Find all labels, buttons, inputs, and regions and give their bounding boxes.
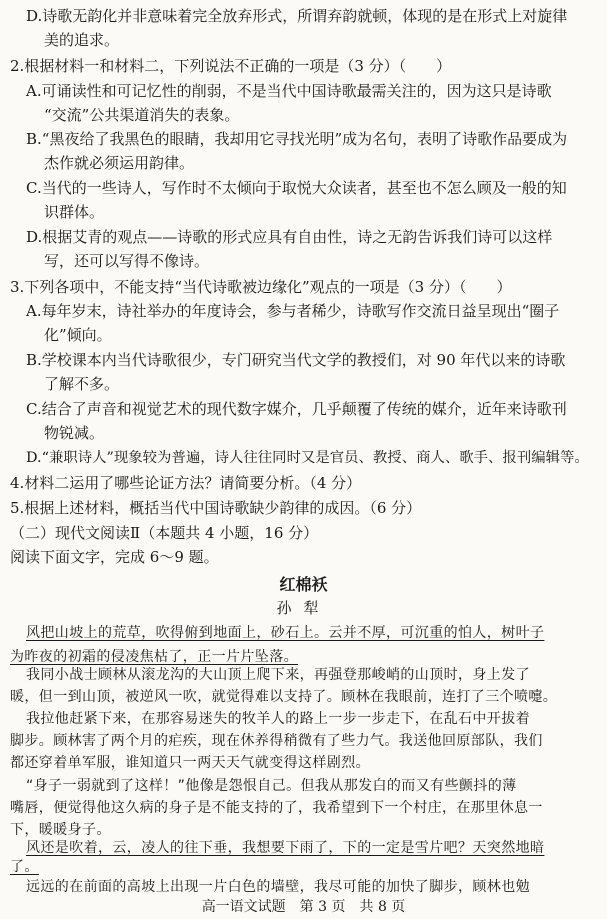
- q3-option-b-line-2: 了解不多。: [44, 375, 120, 393]
- question-3: 3.下列各项中，不能支持“当代诗歌被边缘化”观点的一项是（3 分）（ ）: [10, 278, 512, 296]
- q3-option-a-line-2: 化”倾向。: [44, 326, 112, 344]
- story-para-5-line-1: 风还是吹着，云，凌人的往下垂，我想要下雨了，下的一定是雪片吧？天突然地暗: [26, 840, 545, 856]
- section-heading: （二）现代文阅读Ⅱ（本题共 4 小题，16 分）: [10, 524, 319, 542]
- option-d-line-2: 美的追求。: [44, 31, 120, 49]
- q2-option-a-line-1: A.可诵读性和可记忆性的削弱，不是当代中国诗歌最需关注的，因为这只是诗歌: [26, 82, 552, 100]
- page-footer: 高一语文试题 第 3 页 共 8 页: [201, 899, 406, 915]
- q3-option-c-line-2: 物锐减。: [44, 424, 105, 442]
- q2-option-b-line-2: 杰作就必须运用韵律。: [44, 154, 195, 172]
- story-para-4-line-3: 下，暖暖身子。: [10, 822, 111, 838]
- q3-option-d: D.“兼职诗人”现象较为普遍，诗人往往同时又是官员、教授、商人、歌手、报刊编辑等。: [26, 450, 589, 466]
- story-title: 红棉袄: [279, 575, 328, 594]
- story-para-1-line-1: 风把山坡上的荒草，吹得俯到地面上，砂石上。云并不厚，可沉重的怕人，树叶子: [26, 625, 545, 641]
- q2-option-b-line-1: B.“黑夜给了我黑色的眼睛，我却用它寻找光明”成为名句，表明了诗歌作品要成为: [26, 130, 568, 148]
- story-para-2-line-2: 暖，但一到山顶，被逆风一吹，就觉得难以支持了。顾林在我眼前，连打了三个喷嚏。: [10, 689, 558, 705]
- q2-option-d-line-1: D.根据艾青的观点——诗歌的形式应具有自由性，诗之无韵告诉我们诗可以这样: [26, 228, 553, 246]
- q3-option-a-line-1: A.每年岁末，诗社举办的年度诗会，参与者稀少，诗歌写作交流日益呈现出“圈子: [26, 302, 560, 320]
- story-para-3-line-1: 我拉他赶紧下来，在那容易迷失的牧羊人的路上一步一步走下，在乱石中开拔着: [26, 711, 530, 727]
- q2-option-c-line-1: C.当代的一些诗人，写作时不太倾向于取悦大众读者，甚至也不怎么顾及一般的知: [26, 179, 567, 197]
- story-para-3-line-2: 脚步。顾林害了两个月的疟疾，现在休养得稍微有了些力气。我送他回原部队，我们: [10, 733, 543, 749]
- q3-option-c-line-1: C.结合了声音和视觉艺术的现代数字媒介，几乎颠覆了传统的媒介，近年来诗歌刊: [26, 400, 567, 418]
- story-author: 孙犁: [276, 599, 331, 617]
- question-2: 2.根据材料一和材料二，下列说法不正确的一项是（3 分）（ ）: [10, 57, 452, 75]
- story-para-5-line-2: 了。: [10, 859, 39, 875]
- story-para-6-line-1: 远远的在前面的高坡上出现一片白色的墙壁，我尽可能的加快了脚步，顾林也勉: [26, 879, 530, 895]
- question-5: 5.根据上述材料，概括当代中国诗歌缺少韵律的成因。（6 分）: [10, 499, 422, 517]
- story-para-4-line-2: 嘴唇，便觉得他这久病的身子是不能支持的了，我希望到下一个村庄，在那里休息一: [10, 800, 543, 816]
- q2-option-d-line-2: 写，还可以写得不像诗。: [44, 252, 210, 270]
- q2-option-a-line-2: “交流”公共渠道消失的表象。: [44, 106, 240, 124]
- q2-option-c-line-2: 识群体。: [44, 203, 105, 221]
- question-4: 4.材料二运用了哪些论证方法？请简要分析。（4 分）: [10, 474, 362, 492]
- q3-option-b-line-1: B.学校课本内当代诗歌很少，专门研究当代文学的教授们，对 90 年代以来的诗歌: [26, 351, 566, 369]
- story-para-3-line-3: 都还穿着单军服，谁知道只一两天天气就变得这样剧烈。: [10, 755, 370, 771]
- story-para-4-line-1: “身子一弱就到了这样！”他像是怨恨自己。但我从那发白的而又有些颤抖的薄: [26, 778, 517, 794]
- story-para-2-line-1: 我同小战士顾林从滚龙沟的大山顶上爬下来，再强登那峻峭的山顶时，身上发了: [26, 667, 530, 683]
- reading-instruction: 阅读下面文字，完成 6～9 题。: [10, 548, 219, 566]
- option-d-line-1: D.诗歌无韵化并非意味着完全放弃形式，所谓弃韵就顿，体现的是在形式上对旋律: [26, 7, 568, 25]
- story-para-1-line-2: 为昨夜的初霜的侵凌焦枯了，正一片片坠落。: [10, 649, 298, 665]
